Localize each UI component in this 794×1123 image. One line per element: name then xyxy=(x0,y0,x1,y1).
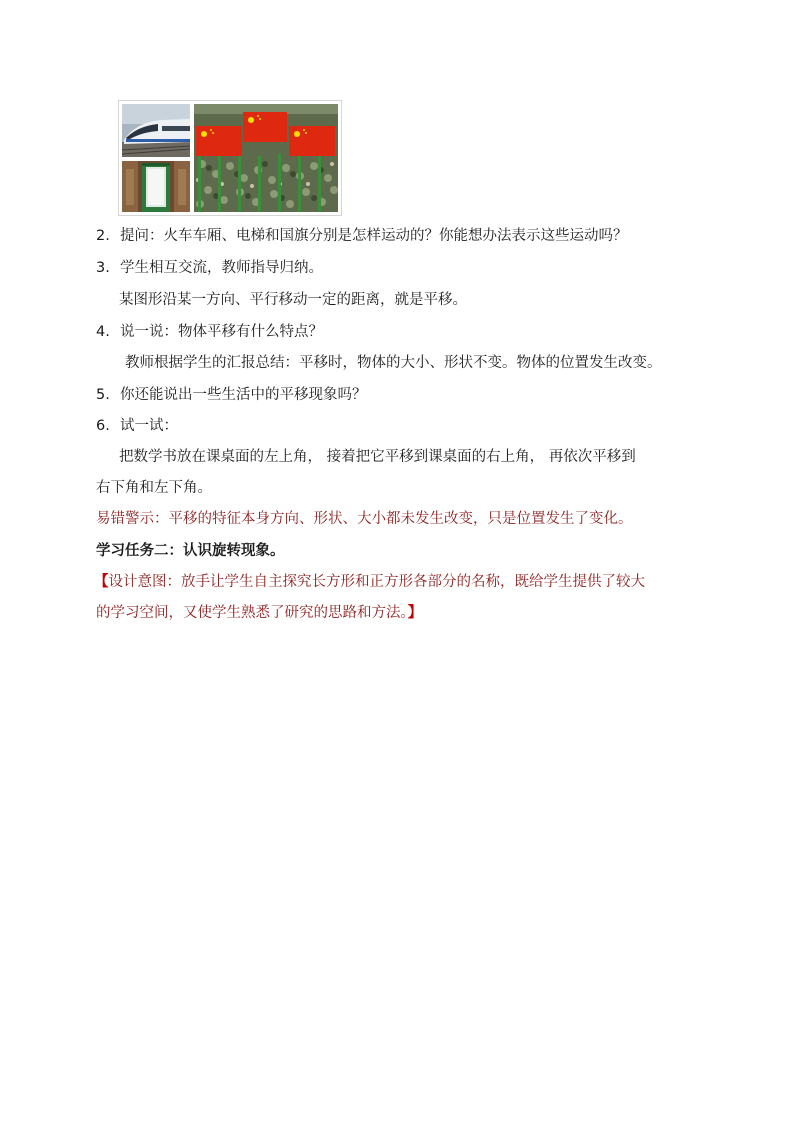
open-bracket: 【 xyxy=(94,574,109,590)
item-2-number: 2. xyxy=(96,228,110,244)
close-bracket: 】 xyxy=(407,605,423,621)
learning-task-two-heading: 学习任务二：认识旋转现象。 xyxy=(96,543,285,559)
try-it-instruction-line2: 右下角和左下角。 xyxy=(96,480,212,496)
item-3-text: 学生相互交流，教师指导归纳。 xyxy=(120,260,323,276)
item-3-number: 3. xyxy=(96,260,110,276)
design-intent-line1 xyxy=(94,572,645,592)
teacher-summary: 教师根据学生的汇报总结：平移时，物体的大小、形状不变。物体的位置发生改变。 xyxy=(125,355,662,371)
design-intent-text-2: 的学习空间，又使学生熟悉了研究的思路和方法。 xyxy=(96,605,408,621)
item-4-text: 说一说：物体平移有什么特点？ xyxy=(120,324,323,340)
item-3 xyxy=(96,258,323,278)
translation-definition: 某图形沿某一方向、平行移动一定的距离，就是平移。 xyxy=(119,292,467,308)
train-photo xyxy=(122,104,190,157)
design-intent-text-1: 设计意图：放手让学生自主探究长方形和正方形各部分的名称，既给学生提供了较大 xyxy=(108,574,645,590)
photo-collage xyxy=(118,100,342,216)
item-5-text: 你还能说出一些生活中的平移现象吗？ xyxy=(120,387,367,403)
flags-photo xyxy=(194,104,338,212)
item-6-number: 6. xyxy=(96,418,110,434)
try-it-instruction-line1: 把数学书放在课桌面的左上角， 接着把它平移到课桌面的右上角， 再依次平移到 xyxy=(119,449,636,465)
item-4 xyxy=(96,322,323,342)
design-intent-line2 xyxy=(96,603,422,623)
item-6-text: 试一试： xyxy=(120,418,178,434)
item-5-number: 5. xyxy=(96,387,110,403)
item-2 xyxy=(96,226,628,246)
item-4-number: 4. xyxy=(96,324,110,340)
item-5 xyxy=(96,385,367,405)
elevator-photo xyxy=(122,161,190,212)
item-2-text: 提问：火车车厢、电梯和国旗分别是怎样运动的？你能想办法表示这些运动吗？ xyxy=(120,228,628,244)
item-6 xyxy=(96,416,178,436)
error-warning: 易错警示：平移的特征本身方向、形状、大小都未发生改变，只是位置发生了变化。 xyxy=(96,511,633,527)
